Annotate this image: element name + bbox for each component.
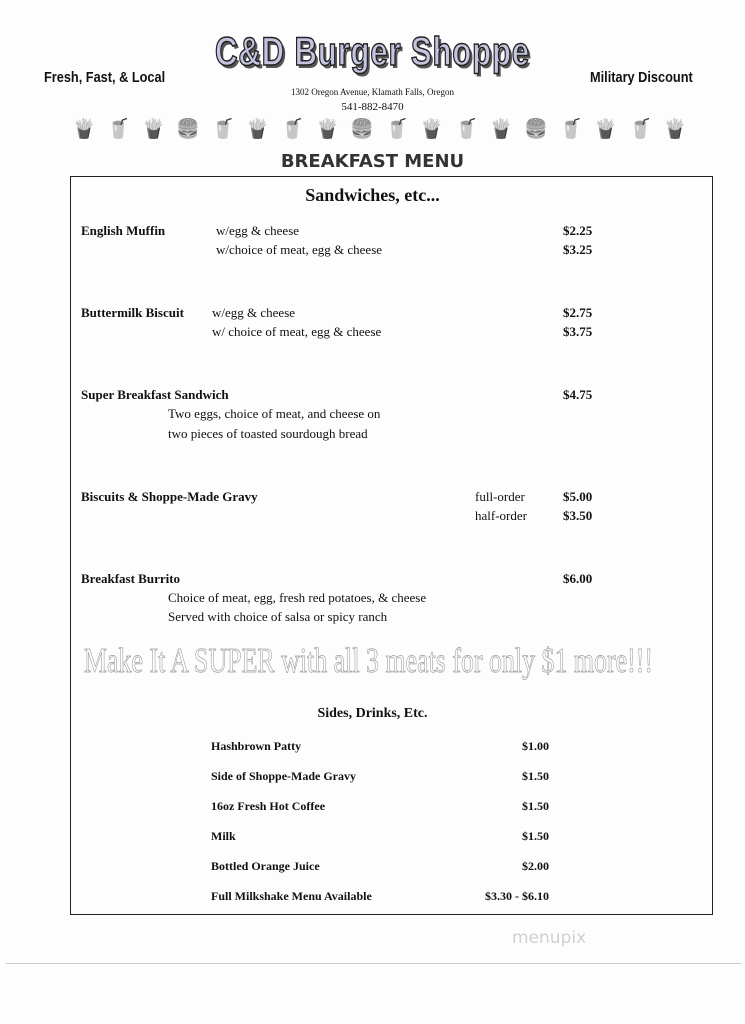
address: 1302 Oregon Avenue, Klamath Falls, Oregon — [290, 87, 455, 97]
item-price: $2.25 — [563, 223, 593, 238]
item-price: $6.00 — [563, 571, 593, 586]
promo-banner: Make It A SUPER with all 3 meats for only $1 more!!! — [84, 641, 654, 680]
cup-icon: 🥤 — [211, 119, 235, 140]
side-item-name: Bottled Orange Juice — [211, 859, 320, 873]
menu-box — [70, 176, 713, 915]
item-price: $3.75 — [563, 324, 593, 339]
item-desc: Choice of meat, egg, fresh red potatoes, & cheese — [168, 590, 427, 605]
cup-icon: 🥤 — [385, 119, 409, 140]
side-item-name: Hashbrown Patty — [211, 739, 302, 753]
item-option: w/egg & cheese — [212, 305, 296, 320]
sandwiches-heading: Sandwiches, etc... — [305, 185, 440, 205]
fries-icon: 🍟 — [593, 119, 618, 140]
item-desc: two pieces of toasted sourdough bread — [168, 426, 368, 441]
cup-icon: 🥤 — [628, 119, 653, 140]
tagline-left: Fresh, Fast, & Local — [44, 69, 166, 86]
fries-icon: 🍟 — [489, 119, 514, 140]
divider — [6, 963, 741, 964]
cup-icon: 🥤 — [106, 119, 131, 140]
side-item-price: $2.00 — [522, 859, 549, 873]
restaurant-logo: C&D Burger Shoppe — [215, 30, 530, 74]
item-name: Buttermilk Biscuit — [81, 305, 184, 320]
side-item-price: $1.00 — [522, 739, 549, 753]
item-price: $3.25 — [563, 242, 593, 257]
fries-icon: 🍟 — [663, 119, 687, 140]
item-option: w/egg & cheese — [216, 223, 300, 238]
phone: 541-882-8470 — [341, 101, 404, 113]
item-option: half-order — [475, 508, 527, 523]
item-name: Breakfast Burrito — [81, 571, 181, 586]
burger-icon: 🍔 — [350, 119, 374, 140]
side-item-name: 16oz Fresh Hot Coffee — [211, 799, 326, 813]
item-name: Super Breakfast Sandwich — [81, 387, 229, 402]
fries-icon: 🍟 — [141, 119, 166, 140]
watermark: menupix — [512, 928, 587, 948]
item-price: $2.75 — [563, 305, 593, 320]
side-item-price: $1.50 — [522, 799, 549, 813]
item-price: $3.50 — [563, 508, 593, 523]
side-item-price: $1.50 — [522, 829, 549, 843]
tagline-right: Military Discount — [590, 69, 693, 86]
item-option: w/choice of meat, egg & cheese — [216, 242, 383, 257]
item-desc: Served with choice of salsa or spicy ranch — [168, 609, 388, 624]
item-price: $5.00 — [563, 489, 593, 504]
fries-icon: 🍟 — [419, 119, 444, 140]
fries-icon: 🍟 — [245, 119, 270, 140]
item-option: w/ choice of meat, egg & cheese — [212, 324, 382, 339]
menu-title: BREAKFAST MENU — [280, 151, 465, 172]
food-icon-border — [72, 117, 687, 143]
cup-icon: 🥤 — [558, 119, 583, 140]
side-item-price: $3.30 - $6.10 — [485, 889, 549, 903]
fries-icon: 🍟 — [315, 119, 340, 140]
fries-icon: 🍟 — [72, 119, 96, 140]
item-price: $4.75 — [563, 387, 593, 402]
item-desc: Two eggs, choice of meat, and cheese on — [168, 406, 381, 421]
side-item-price: $1.50 — [522, 769, 549, 783]
burger-icon: 🍔 — [524, 119, 548, 140]
side-item-name: Side of Shoppe-Made Gravy — [211, 769, 357, 783]
item-option: full-order — [475, 489, 525, 504]
cup-icon: 🥤 — [280, 119, 305, 140]
side-item-name: Milk — [211, 829, 236, 843]
sides-heading: Sides, Drinks, Etc. — [317, 706, 428, 721]
side-item-name: Full Milkshake Menu Available — [211, 889, 372, 903]
cup-icon: 🥤 — [454, 119, 479, 140]
burger-icon: 🍔 — [176, 119, 201, 140]
item-name: Biscuits & Shoppe-Made Gravy — [81, 489, 258, 504]
item-name: English Muffin — [81, 223, 166, 238]
